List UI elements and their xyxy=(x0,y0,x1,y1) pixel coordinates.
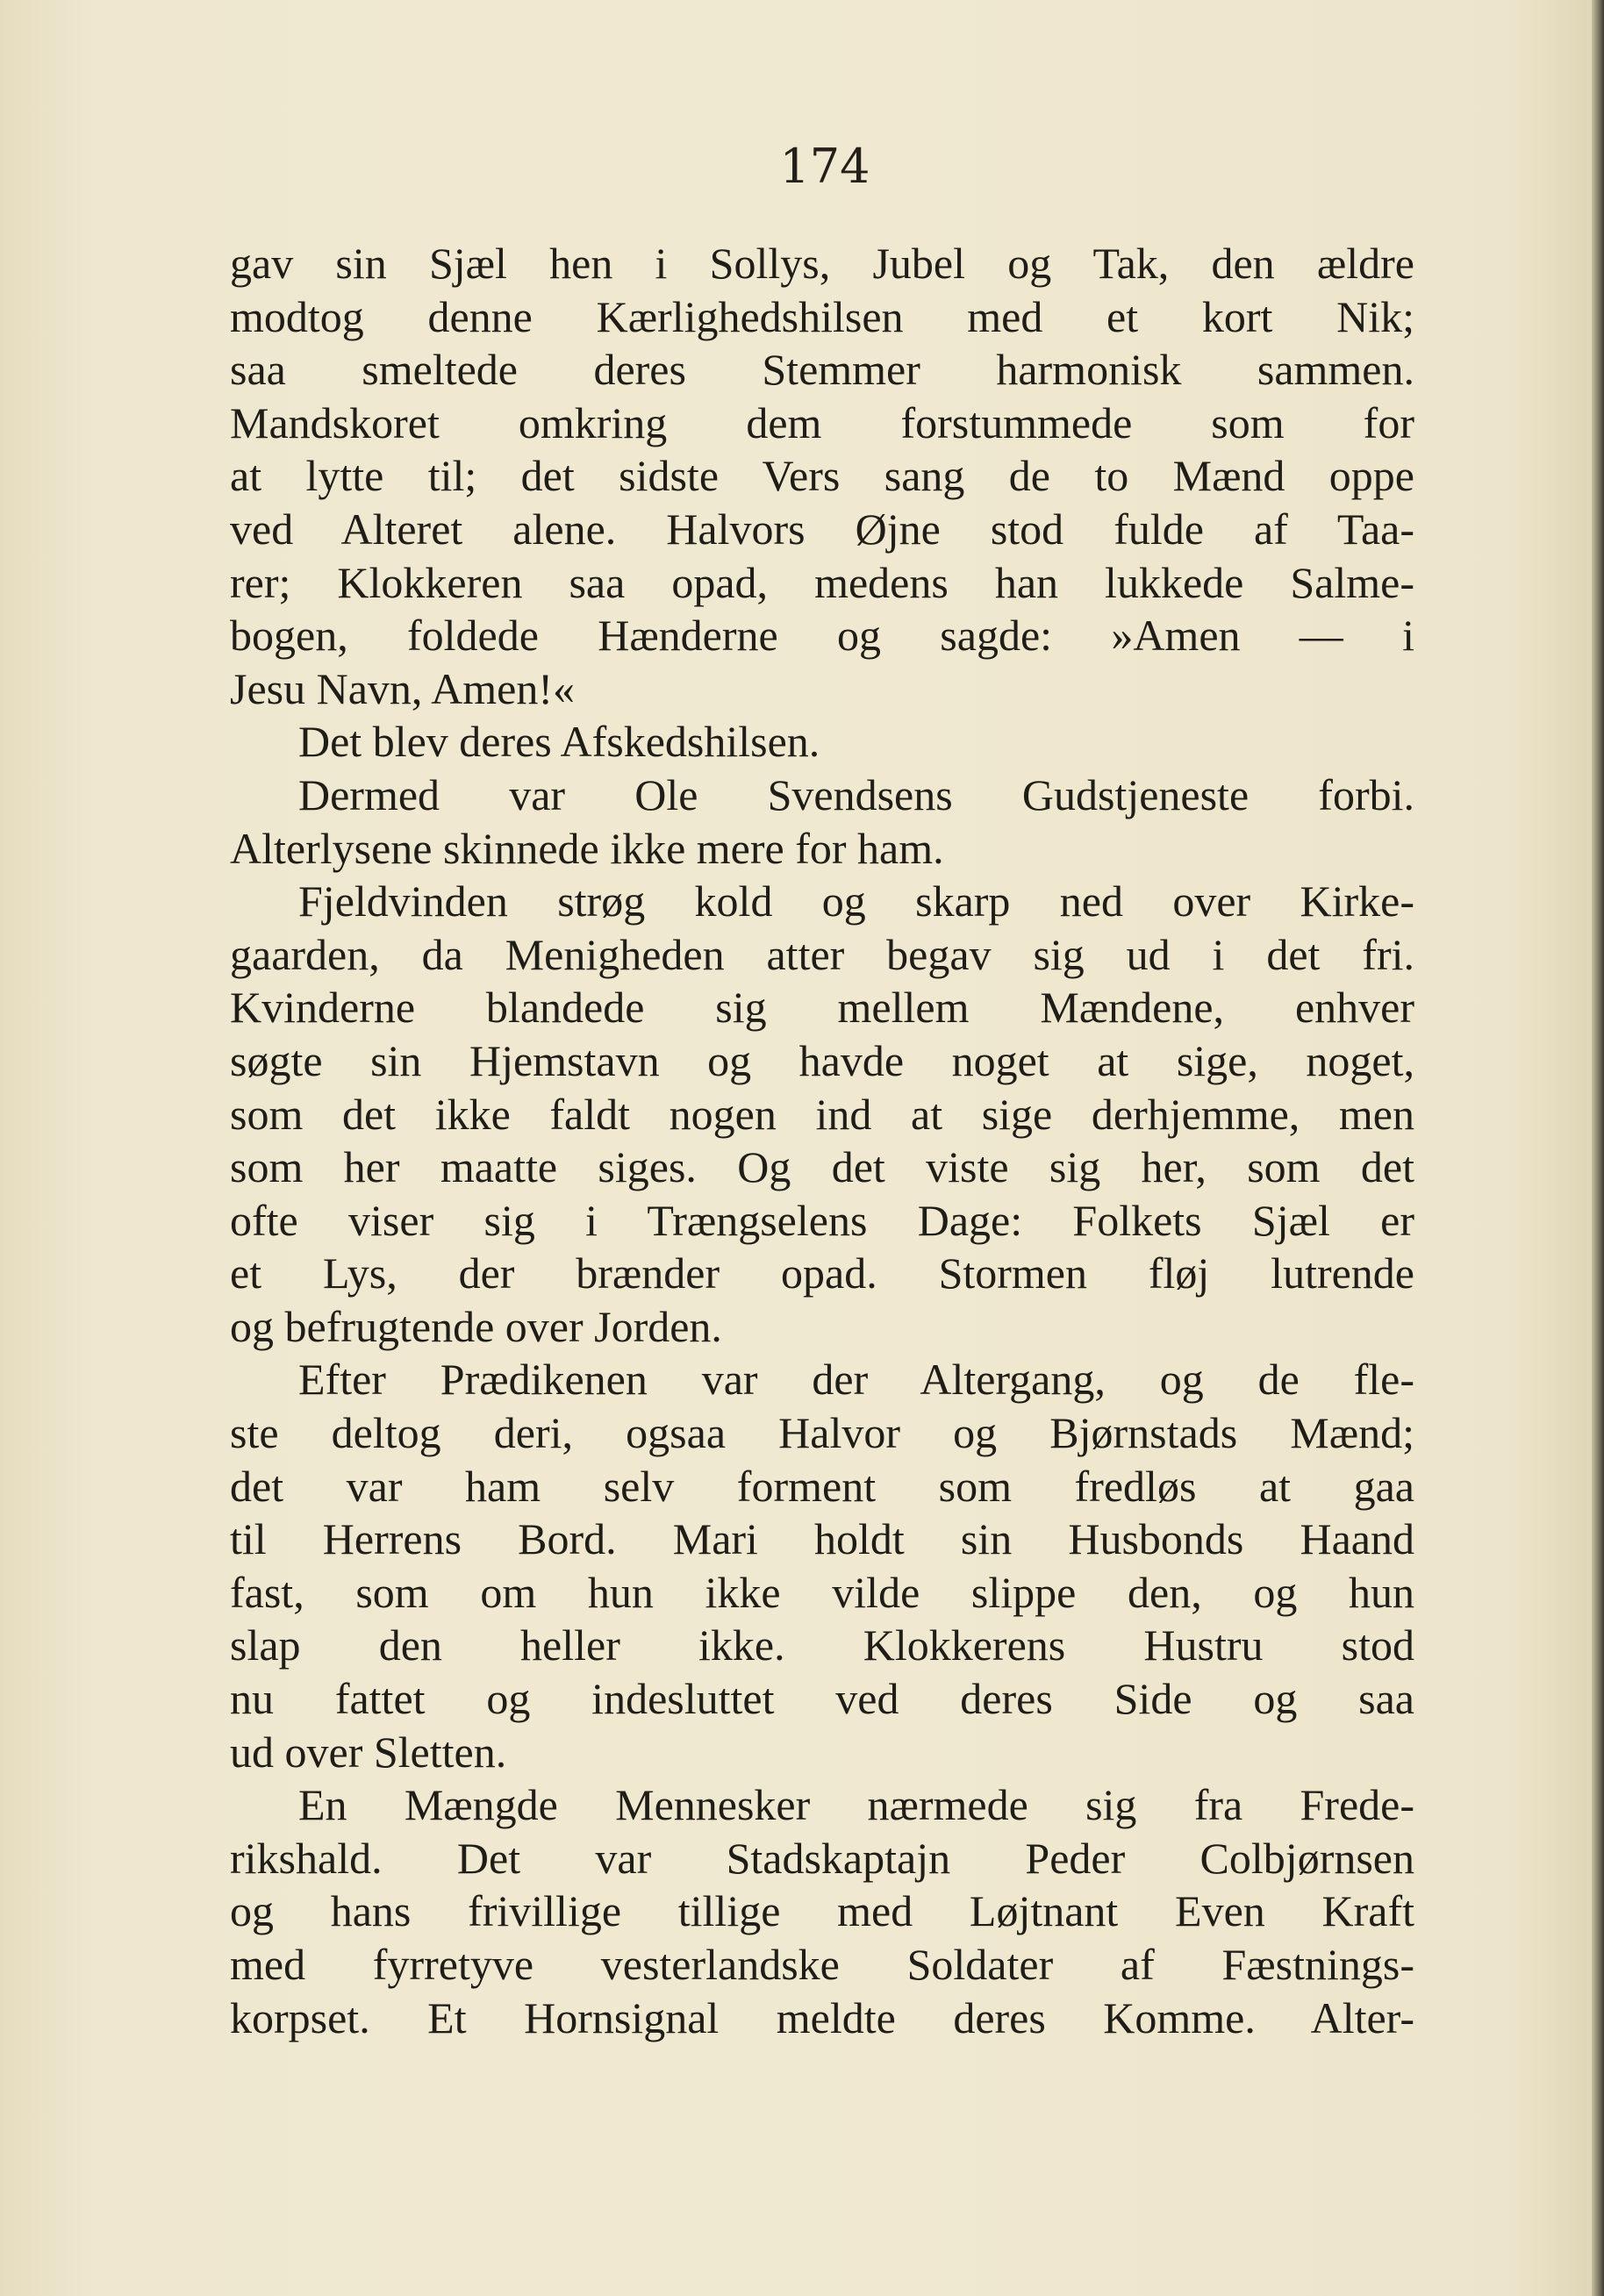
text-line: ofte viser sig i Trængselens Dage: Folkets Sjæl er xyxy=(230,1195,1414,1245)
text-line: saa smeltede deres Stemmer harmonisk sammen. xyxy=(230,345,1414,395)
page-edge-shadow xyxy=(1592,0,1604,2296)
text-line: og hans frivillige tillige med Løjtnant Even Kraft xyxy=(230,1886,1414,1936)
text-line: som det ikke faldt nogen ind at sige derhjemme, men xyxy=(230,1089,1414,1139)
text-line: som her maatte siges. Og det viste sig her, som det xyxy=(230,1142,1414,1192)
text-line: gaarden, da Menigheden atter begav sig ud i det fri. xyxy=(230,929,1414,979)
text-line: Fjeldvinden strøg kold og skarp ned over Kirke- xyxy=(298,876,1414,926)
text-line: fast, som om hun ikke vilde slippe den, og hun xyxy=(230,1567,1414,1617)
text-line: et Lys, der brænder opad. Stormen fløj lutrende xyxy=(230,1248,1414,1298)
text-line: Dermed var Ole Svendsens Gudstjeneste forbi. xyxy=(298,769,1414,819)
text-line: Kvinderne blandede sig mellem Mændene, enhver xyxy=(230,983,1414,1033)
body-text xyxy=(230,237,1414,2044)
text-line: rikshald. Det var Stadskaptajn Peder Colbjørnsen xyxy=(230,1833,1414,1883)
text-line: Alterlysene skinnede ikke mere for ham. xyxy=(230,823,944,873)
text-line: Efter Prædikenen var der Altergang, og de fle- xyxy=(298,1355,1414,1405)
text-line: slap den heller ikke. Klokkerens Hustru stod xyxy=(230,1620,1414,1670)
text-line: søgte sin Hjemstavn og havde noget at sige, noget, xyxy=(230,1035,1414,1085)
text-line: Det blev deres Afskedshilsen. xyxy=(298,717,820,767)
text-line: og befrugtende over Jorden. xyxy=(230,1301,722,1351)
text-line: at lytte til; det sidste Vers sang de to Mænd oppe xyxy=(230,451,1414,501)
text-line: rer; Klokkeren saa opad, medens han lukkede Salme- xyxy=(230,557,1414,607)
text-line: til Herrens Bord. Mari holdt sin Husbonds Haand xyxy=(230,1514,1414,1564)
text-line: korpset. Et Hornsignal meldte deres Komme. Alter- xyxy=(230,1992,1414,2042)
text-line: ved Alteret alene. Halvors Øjne stod fulde af Taa- xyxy=(230,504,1414,554)
text-line: nu fattet og indesluttet ved deres Side og saa xyxy=(230,1674,1414,1724)
text-line: Jesu Navn, Amen!« xyxy=(230,663,575,713)
text-line: ste deltog deri, ogsaa Halvor og Bjørnstads Mænd; xyxy=(230,1408,1414,1458)
text-line: modtog denne Kærlighedshilsen med et kort Nik; xyxy=(230,291,1414,341)
text-line: ud over Sletten. xyxy=(230,1727,507,1777)
text-line: En Mængde Mennesker nærmede sig fra Frede- xyxy=(298,1780,1414,1830)
text-line: det var ham selv forment som fredløs at gaa xyxy=(230,1461,1414,1511)
text-line: Mandskoret omkring dem forstummede som for xyxy=(230,397,1414,447)
text-line: med fyrretyve vesterlandske Soldater af Fæstnings- xyxy=(230,1940,1414,1989)
text-line: gav sin Sjæl hen i Sollys, Jubel og Tak, den ældre xyxy=(230,239,1414,288)
page-number: 174 xyxy=(779,139,870,194)
text-line: bogen, foldede Hænderne og sagde: »Amen — i xyxy=(230,611,1414,661)
